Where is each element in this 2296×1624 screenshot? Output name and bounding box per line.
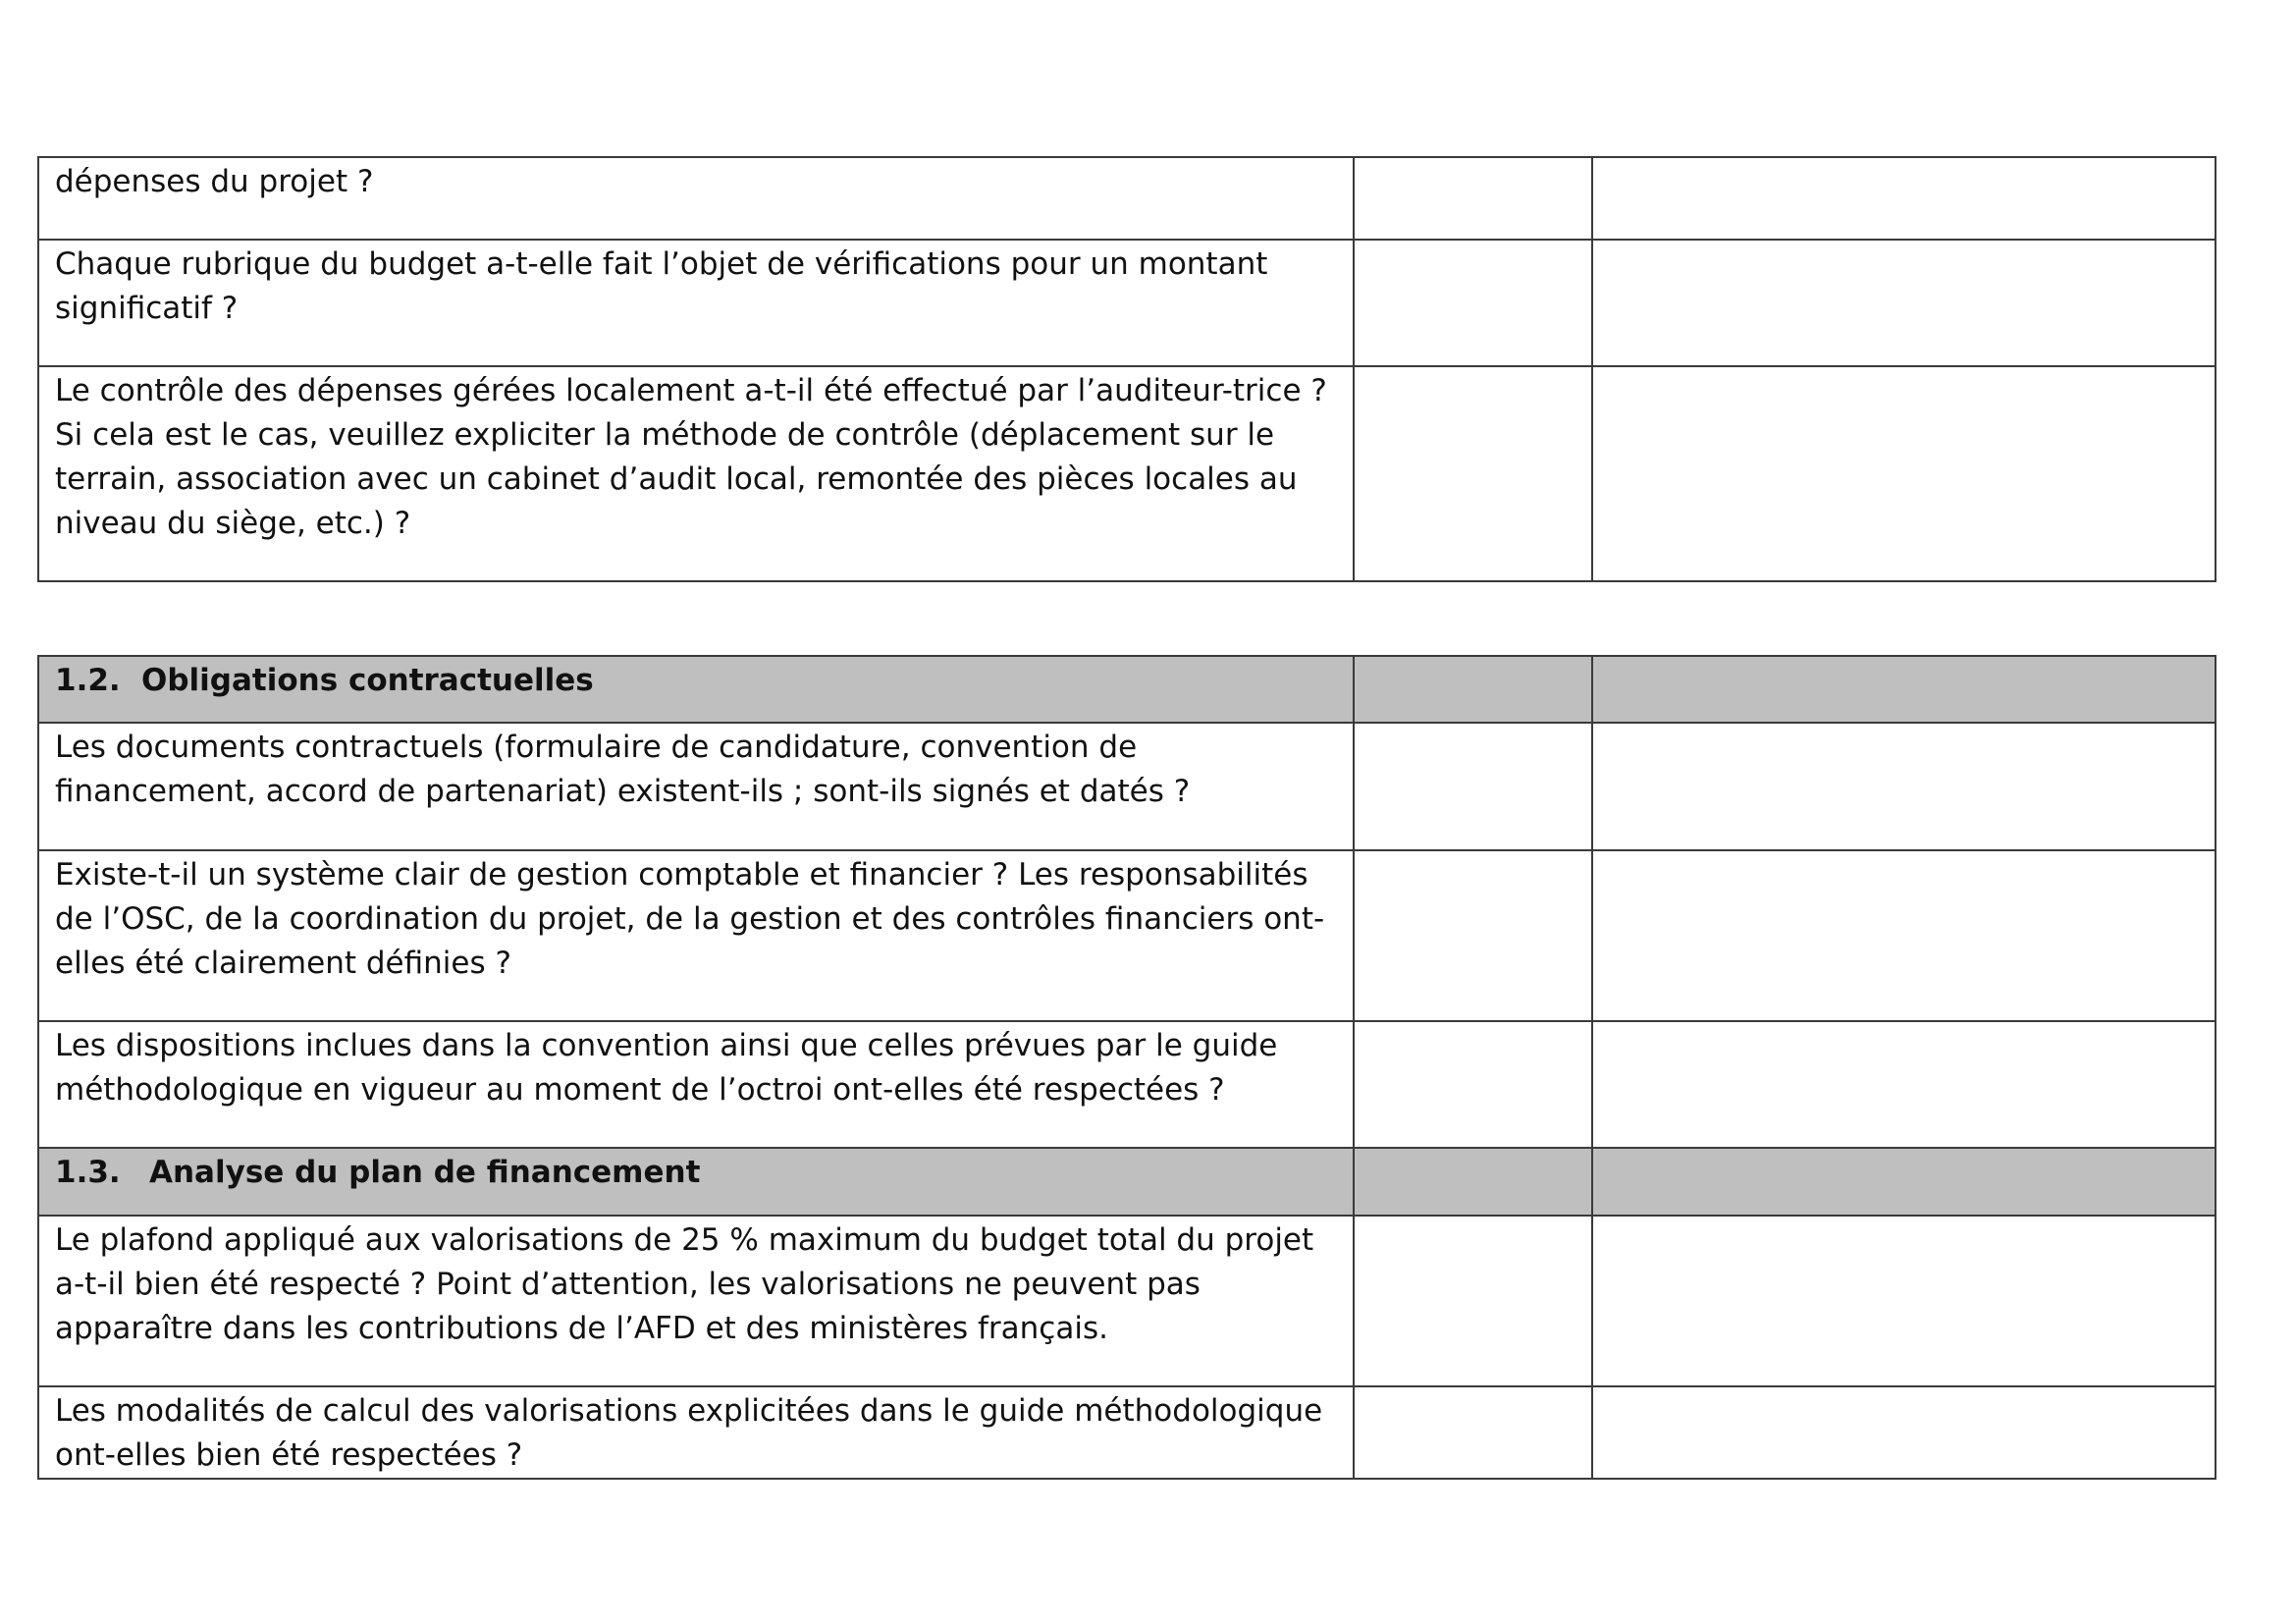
- section-blank-cell: [1592, 1148, 2216, 1216]
- answer-cell[interactable]: [1354, 1386, 1592, 1479]
- question-cell: [38, 1216, 1354, 1386]
- table-row: [38, 723, 2216, 850]
- section-blank-cell: [1354, 656, 1592, 723]
- question-cell: [38, 1386, 1354, 1479]
- question-cell: [38, 240, 1354, 366]
- comment-cell[interactable]: [1592, 850, 2216, 1021]
- table-row: [38, 240, 2216, 366]
- section-title-cell: [38, 656, 1354, 723]
- comment-cell[interactable]: [1592, 240, 2216, 366]
- question-text: Les documents contractuels (formulaire de candidature, convention de financement, accord de partenariat) existent-ils ; sont-ils signés et datés ?: [55, 730, 1191, 809]
- table-row: [38, 366, 2216, 581]
- question-text: dépenses du projet ?: [55, 164, 374, 199]
- table-row: [38, 850, 2216, 1021]
- audit-table-continued: [37, 156, 2216, 582]
- answer-cell[interactable]: [1354, 1216, 1592, 1386]
- question-cell: [38, 157, 1354, 240]
- section-title: Obligations contractuelles: [141, 663, 594, 698]
- answer-cell[interactable]: [1354, 240, 1592, 366]
- answer-cell[interactable]: [1354, 1021, 1592, 1148]
- section-number: 1.2.: [55, 663, 121, 698]
- question-text: Les modalités de calcul des valorisations explicitées dans le guide méthodologique ont-elles bien été respectées ?: [55, 1393, 1323, 1473]
- comment-cell[interactable]: [1592, 366, 2216, 581]
- answer-cell[interactable]: [1354, 850, 1592, 1021]
- section-number: 1.3.: [55, 1155, 121, 1190]
- comment-cell[interactable]: [1592, 1021, 2216, 1148]
- table-row: [38, 157, 2216, 240]
- section-title: Analyse du plan de financement: [149, 1155, 701, 1190]
- answer-cell[interactable]: [1354, 366, 1592, 581]
- section-blank-cell: [1592, 656, 2216, 723]
- question-text: Le contrôle des dépenses gérées localement a-t-il été effectué par l’auditeur-trice ? Si cela est le cas, veuillez expliciter la méthode de contrôle (déplacement sur le terrain, association avec un cabinet d’audit local, remontée des pièces locales au niveau du siège, etc.) ?: [55, 373, 1327, 541]
- question-text: Les dispositions inclues dans la convention ainsi que celles prévues par le guide méthodologique en vigueur au moment de l’octroi ont-elles été respectées ?: [55, 1028, 1278, 1108]
- question-cell: [38, 723, 1354, 850]
- section-header-row: [38, 1148, 2216, 1216]
- section-title-cell: [38, 1148, 1354, 1216]
- comment-cell[interactable]: [1592, 723, 2216, 850]
- table-row: [38, 1021, 2216, 1148]
- table-row: [38, 1386, 2216, 1479]
- answer-cell[interactable]: [1354, 157, 1592, 240]
- question-text: Existe-t-il un système clair de gestion comptable et financier ? Les responsabilités de l’OSC, de la coordination du projet, de la gestion et des contrôles financiers ont-elles été clairement définies ?: [55, 857, 1325, 981]
- comment-cell[interactable]: [1592, 157, 2216, 240]
- question-text: Chaque rubrique du budget a-t-elle fait l’objet de vérifications pour un montant significatif ?: [55, 246, 1268, 326]
- audit-table: [37, 655, 2216, 1480]
- question-cell: [38, 1021, 1354, 1148]
- question-cell: [38, 850, 1354, 1021]
- answer-cell[interactable]: [1354, 723, 1592, 850]
- section-blank-cell: [1354, 1148, 1592, 1216]
- section-header-row: [38, 656, 2216, 723]
- question-text: Le plafond appliqué aux valorisations de 25 % maximum du budget total du projet a-t-il bien été respecté ? Point d’attention, les valorisations ne peuvent pas apparaître dans les contributions de l’AFD et des ministères français.: [55, 1222, 1314, 1346]
- question-cell: [38, 366, 1354, 581]
- comment-cell[interactable]: [1592, 1386, 2216, 1479]
- table-row: [38, 1216, 2216, 1386]
- comment-cell[interactable]: [1592, 1216, 2216, 1386]
